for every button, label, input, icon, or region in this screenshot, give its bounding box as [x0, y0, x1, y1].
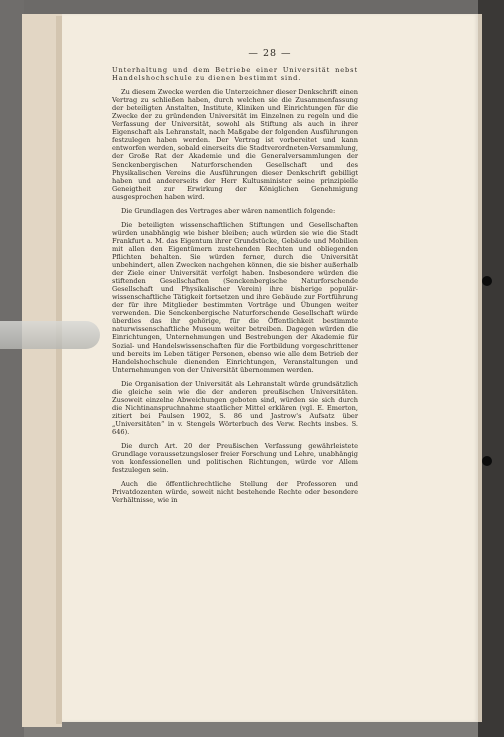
punch-hole-top: [482, 276, 492, 286]
paragraph: Zu diesem Zwecke werden die Unterzeichner dieser Denkschrift einen Vertrag zu schließen haben, durch welchen sie die Zusammenfassung der beteiligten Anstalten, Institute, Kliniken und Einrichtungen für die Zwecke der zu gründenden Universität im Einzelnen zu regeln und die Verfassung der Universität, sowohl als Stiftung als auch in ihrer Eigenschaft als Lehranstalt, nach Maßgabe der folgenden Ausführungen festzulegen haben werden. Der Vertrag ist vorbereitet und kann entworfen werden, sobald einerseits die Stadtverordneten-Versammlung, der Große Rat der Akademie und die Generalversammlungen der Senckenbergischen Naturforschenden Gesellschaft und des Physikalischen Vereins die Ausführungen dieser Denkschrift gebilligt haben und andererseits der Herr Kultusminister seine prinzipielle Geneigtheit zur Erwirkung der Königlichen Genehmigung ausgesprochen haben wird.: [112, 88, 358, 201]
scan-background-left: [0, 0, 24, 737]
paragraph: Die beteiligten wissenschaftlichen Stiftungen und Gesellschaften würden unabhängig wie bisher bleiben; auch würden sie wie die Stadt Frankfurt a. M. das Eigentum ihrer Grundstücke, Gebäude und Mobilien mit allen den Eigentümern zustehenden Rechten und obliegenden Pflichten behalten. Sie würden ferner, durch die Universität unbehindert, allen Zwecken nachgehen können, die sie bisher außerhalb der Ziele einer Universität verfolgt haben. Insbesondere würden die stiftenden Gesellschaften (Senckenbergische Naturforschende Gesellschaft und Physikalischer Verein) ihre bisherige populär-wissenschaftliche Tätigkeit fortsetzen und ihre Gebäude zur Fortführung der für ihre Mitglieder bestimmten Vorträge und Übungen weiter verwenden. Die Senckenbergische Naturforschende Gesellschaft würde überdies das ihr gehörige, für die Öffentlichkeit bestimmte naturwissenschaftliche Museum weiter betreiben. Dagegen würden die Einrichtungen, Unternehmungen und Bestrebungen der Akademie für Sozial- und Handelswissenschaften für die Fortbildung vorgeschrittener und bereits im Leben tätiger Personen, ebenso wie alle dem Betrieb der Handelshochschule dienenden Einrichtungen, Veranstaltungen und Unternehmungen von der Universität übernommen werden.: [112, 220, 358, 374]
body-text: [112, 66, 358, 510]
page-number: — 28 —: [248, 48, 292, 59]
punch-hole-bottom: [482, 456, 492, 466]
paper-clip: [0, 321, 100, 349]
scan-background-top: [0, 0, 504, 14]
paragraph: Unterhaltung und dem Betriebe einer Universität nebst Handelshochschule zu dienen bestimmt sind.: [112, 66, 358, 83]
paragraph: Die durch Art. 20 der Preußischen Verfassung gewährleistete Grundlage voraussetzungsloser freier Forschung und Lehre, unabhängig von konfessionellen und politischen Richtungen, würde vor Allem festzulegen sein.: [112, 442, 358, 475]
paragraph: Die Grundlagen des Vertrages aber wären namentlich folgende:: [121, 206, 336, 215]
binding-rim: [478, 14, 482, 722]
paragraph: Auch die öffentlichrechtliche Stellung der Professoren und Privatdozenten würde, soweit nicht bestehende Rechte oder besondere Verhältnisse, wie in: [112, 480, 358, 505]
binding-strip: [478, 0, 504, 737]
paragraph: Die Organisation der Universität als Lehranstalt würde grundsätzlich die gleiche sein wie die der anderen preußischen Universitäten. Zusoweit einzelne Abweichungen geboten sind, würden sie sich durch die Nichtinanspruchnahme staatlicher Mittel erklären (vgl. E. Emerton, zitiert bei Paulsen 1902, S. 86 und Jastrow's Aufsatz über „Universitäten“ in v. Stengels Wörterbuch des Verw. Rechts insbes. S. 646).: [112, 379, 358, 436]
